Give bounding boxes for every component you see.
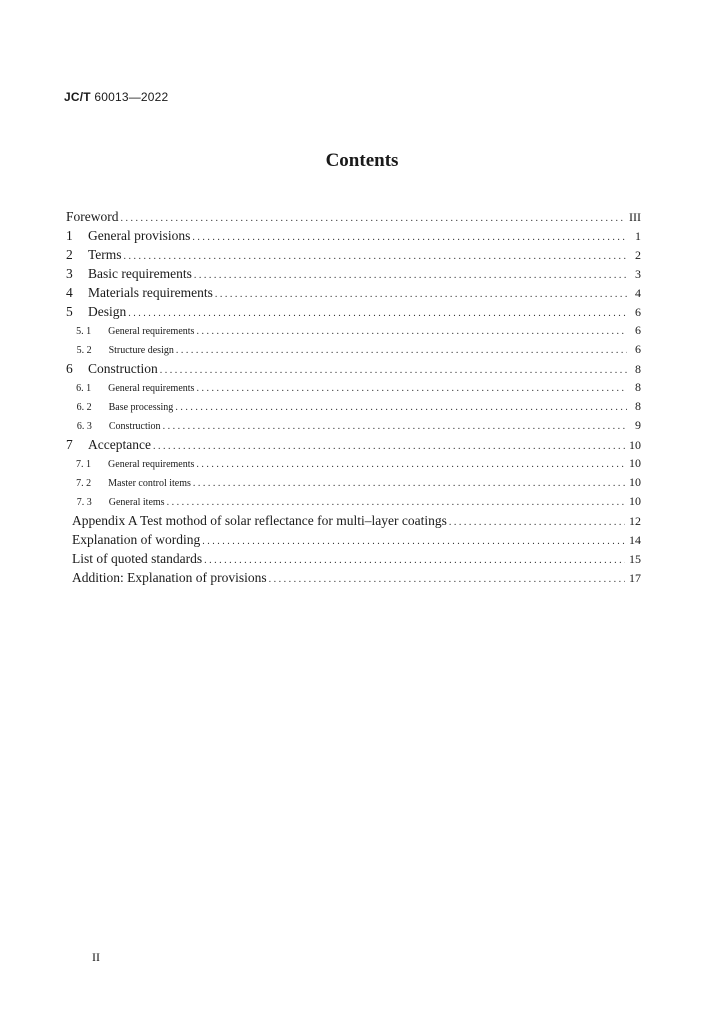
toc-page-number: III	[629, 210, 641, 224]
toc-leader-dots	[194, 266, 627, 285]
toc-entry[interactable]	[66, 454, 641, 473]
toc-page-number: 6	[635, 323, 641, 337]
toc-entry-title: Master control items	[108, 478, 191, 489]
toc-entry-title: Basic requirements	[88, 266, 192, 281]
toc-entry[interactable]	[66, 435, 641, 454]
toc-section-number: 1	[66, 228, 73, 243]
toc-page-number: 14	[629, 533, 641, 547]
toc-entry-title: Construction	[108, 421, 161, 432]
toc-leader-dots	[176, 341, 627, 360]
toc-entry[interactable]	[66, 492, 641, 511]
toc-entry[interactable]	[66, 207, 641, 226]
toc-section-number: 7. 2	[76, 478, 92, 489]
toc-section-number: 7. 3	[76, 497, 92, 508]
document-code	[64, 90, 168, 104]
toc-page-number: 4	[635, 286, 641, 300]
toc-section-number: 5. 2	[76, 345, 92, 356]
toc-leader-dots	[192, 228, 627, 247]
toc-entry[interactable]	[66, 530, 641, 549]
toc-page-number: 10	[629, 475, 641, 489]
toc-page-number: 6	[635, 342, 641, 356]
toc-entry[interactable]	[66, 321, 641, 340]
toc-section-number: 5. 1	[76, 326, 92, 337]
toc-leader-dots	[163, 417, 627, 436]
toc-leader-dots	[202, 532, 625, 551]
toc-entry-title: Base processing	[108, 402, 174, 413]
toc-section-number: 6	[66, 361, 73, 376]
table-of-contents	[66, 207, 641, 587]
toc-section-number: 6. 1	[76, 383, 92, 394]
toc-entry-title: Design	[88, 304, 127, 319]
toc-page-number: 9	[635, 418, 641, 432]
toc-entry[interactable]	[66, 511, 641, 530]
toc-section-number: 6. 2	[76, 402, 92, 413]
toc-section-number: 5	[66, 304, 73, 319]
toc-page-number: 8	[635, 362, 641, 376]
toc-page-number: 12	[629, 514, 641, 528]
document-code-prefix: JC/T	[64, 90, 91, 104]
document-code-number: 60013—2022	[94, 90, 169, 104]
toc-entry-title: Explanation of wording	[72, 532, 201, 547]
toc-leader-dots	[215, 285, 627, 304]
toc-section-number: 2	[66, 247, 73, 262]
toc-leader-dots	[153, 437, 625, 456]
toc-entry[interactable]	[66, 568, 641, 587]
toc-leader-dots	[160, 361, 627, 380]
toc-entry[interactable]	[66, 359, 641, 378]
toc-entry[interactable]	[66, 473, 641, 492]
toc-leader-dots	[269, 570, 625, 589]
page-title: Contents	[325, 150, 399, 171]
toc-section-number: 7. 1	[76, 459, 92, 470]
toc-leader-dots	[196, 322, 627, 341]
toc-page-number: 17	[629, 571, 641, 585]
toc-page-number: 1	[635, 229, 641, 243]
toc-entry-title: List of quoted standards	[72, 551, 203, 566]
toc-page-number: 8	[635, 380, 641, 394]
toc-page-number: 2	[635, 248, 641, 262]
toc-leader-dots	[124, 247, 627, 266]
toc-entry[interactable]	[66, 397, 641, 416]
toc-entry-title: Appendix A Test mothod of solar reflectance for multi–layer coatings	[72, 513, 447, 528]
toc-page-number: 6	[635, 305, 641, 319]
toc-section-number: 4	[66, 285, 73, 300]
toc-page-number: 10	[629, 494, 641, 508]
toc-entry-title: Acceptance	[88, 437, 151, 452]
toc-page-number: 8	[635, 399, 641, 413]
toc-entry-title: General provisions	[88, 228, 191, 243]
toc-entry-title: Foreword	[66, 209, 119, 224]
toc-entry[interactable]	[66, 264, 641, 283]
toc-leader-dots	[121, 209, 626, 228]
toc-entry-title: Structure design	[108, 345, 174, 356]
toc-entry[interactable]	[66, 378, 641, 397]
toc-leader-dots	[167, 493, 625, 512]
toc-page-number: 10	[629, 438, 641, 452]
toc-leader-dots	[175, 398, 627, 417]
toc-leader-dots	[128, 304, 627, 323]
toc-entry[interactable]	[66, 302, 641, 321]
toc-entry-title: Construction	[88, 361, 158, 376]
toc-entry[interactable]	[66, 226, 641, 245]
toc-page-number: 15	[629, 552, 641, 566]
toc-entry[interactable]	[66, 340, 641, 359]
toc-leader-dots	[193, 474, 625, 493]
toc-section-number: 7	[66, 437, 73, 452]
toc-page-number: 10	[629, 456, 641, 470]
toc-entry-title: General requirements	[108, 326, 195, 337]
toc-leader-dots	[196, 455, 625, 474]
toc-entry-title: General requirements	[108, 383, 195, 394]
toc-entry[interactable]	[66, 416, 641, 435]
toc-entry-title: Addition: Explanation of provisions	[72, 570, 267, 585]
toc-leader-dots	[196, 379, 627, 398]
page-number: II	[92, 950, 100, 964]
toc-section-number: 3	[66, 266, 73, 281]
toc-entry-title: Materials requirements	[88, 285, 213, 300]
toc-entry[interactable]	[66, 549, 641, 568]
toc-entry[interactable]	[66, 283, 641, 302]
toc-entry-title: General items	[108, 497, 165, 508]
toc-entry[interactable]	[66, 245, 641, 264]
toc-leader-dots	[449, 513, 625, 532]
toc-entry-title: General requirements	[108, 459, 195, 470]
toc-page-number: 3	[635, 267, 641, 281]
toc-entry-title: Terms	[88, 247, 122, 262]
toc-section-number: 6. 3	[76, 421, 92, 432]
toc-leader-dots	[204, 551, 625, 570]
